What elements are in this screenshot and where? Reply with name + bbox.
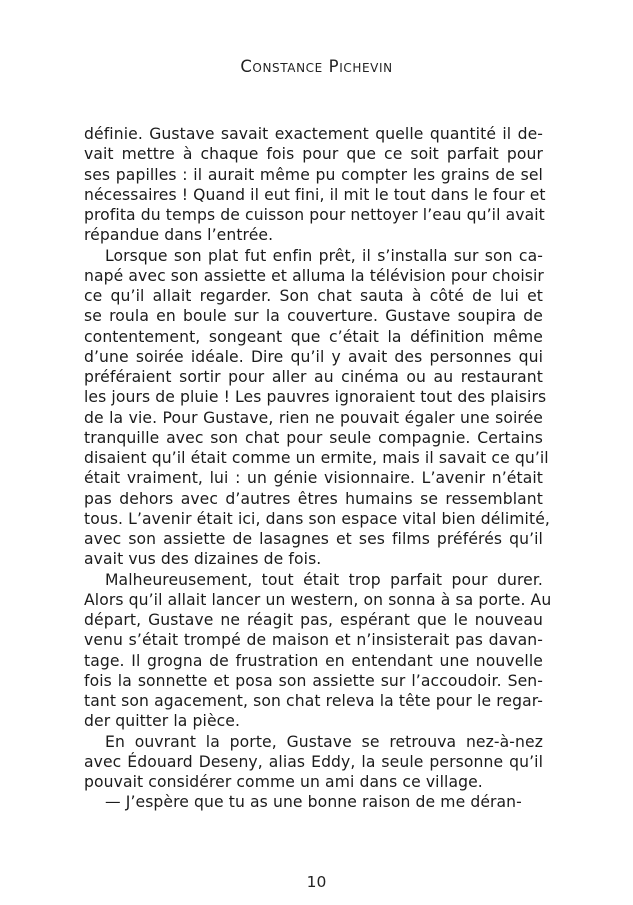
text-line: — J’espère que tu as une bonne raison de me déran-: [105, 793, 522, 812]
text-line: préféraient sortir pour aller au cinéma ou au restaurant: [84, 368, 543, 386]
text-line: disaient qu’il était comme un ermite, mais il savait ce qu’il: [84, 449, 549, 467]
text-line: venu s’était trompé de maison et n’insisterait pas davan-: [84, 631, 543, 650]
text-line: Malheureusement, tout était trop parfait pour durer.: [105, 570, 543, 589]
text-line: ses papilles : il aurait même pu compter les grains de sel: [84, 165, 543, 184]
text-line: avec son assiette de lasagnes et ses films préférés qu’il: [84, 530, 543, 548]
text-line: était vraiment, lui : un génie visionnaire. L’avenir n’était: [84, 469, 543, 488]
paragraph: [84, 792, 543, 812]
text-line: tranquille avec son chat pour seule compagnie. Certains: [84, 428, 543, 447]
running-head-author: Constance Pichevin: [240, 57, 393, 76]
text-line: de la vie. Pour Gustave, rien ne pouvait égaler une soirée: [84, 408, 543, 427]
text-line: se roula en boule sur la couverture. Gustave soupira de: [84, 307, 543, 326]
text-line: pas dehors avec d’autres êtres humains se ressemblant: [84, 489, 543, 508]
text-line: d’une soirée idéale. Dire qu’il y avait des personnes qui: [84, 347, 543, 366]
text-line: vait mettre à chaque fois pour que ce soit parfait pour: [84, 145, 543, 164]
text-line: ce qu’il allait regarder. Son chat sauta à côté de lui et: [84, 287, 543, 305]
page-number: 10: [306, 873, 327, 891]
text-line: départ, Gustave ne réagit pas, espérant que le nouveau: [84, 611, 543, 629]
text-line: Lorsque son plat fut enfin prêt, il s’installa sur son ca-: [105, 246, 543, 265]
text-line: tous. L’avenir était ici, dans son espace vital bien délimité,: [84, 509, 550, 528]
text-line: En ouvrant la porte, Gustave se retrouva nez-à-nez: [105, 732, 543, 751]
paragraph: [84, 246, 550, 570]
text-line: Alors qu’il allait lancer un western, on sonna à sa porte. Au: [84, 590, 552, 609]
text-line: pouvait considérer comme un ami dans ce village.: [84, 773, 483, 791]
text-line: définie. Gustave savait exactement quelle quantité il de-: [84, 125, 543, 143]
text-line: avait vus des dizaines de fois.: [84, 550, 322, 569]
text-line: contentement, songeant que c’était la définition même: [84, 327, 543, 346]
text-line: tage. Il grogna de frustration en entendant une nouvelle: [84, 651, 543, 670]
text-line: tant son agacement, son chat releva la tête pour le regar-: [84, 692, 543, 710]
text-line: der quitter la pièce.: [84, 712, 241, 731]
paragraph: [84, 732, 543, 793]
text-line: nécessaires ! Quand il eut fini, il mit le tout dans le four et: [84, 185, 546, 204]
text-line: avec Édouard Deseny, alias Eddy, la seule personne qu’il: [84, 752, 543, 771]
text-line: répandue dans l’entrée.: [84, 226, 274, 245]
body-text: [84, 124, 552, 813]
paragraph: [84, 570, 552, 732]
text-line: napé avec son assiette et alluma la télévision pour choisir: [84, 266, 544, 285]
paragraph: [84, 124, 546, 246]
text-line: profita du temps de cuisson pour nettoyer l’eau qu’il avait: [84, 206, 545, 224]
text-line: fois la sonnette et posa son assiette sur l’accoudoir. Sen-: [84, 671, 543, 690]
text-line: les jours de pluie ! Les pauvres ignoraient tout des plaisirs: [84, 388, 547, 407]
